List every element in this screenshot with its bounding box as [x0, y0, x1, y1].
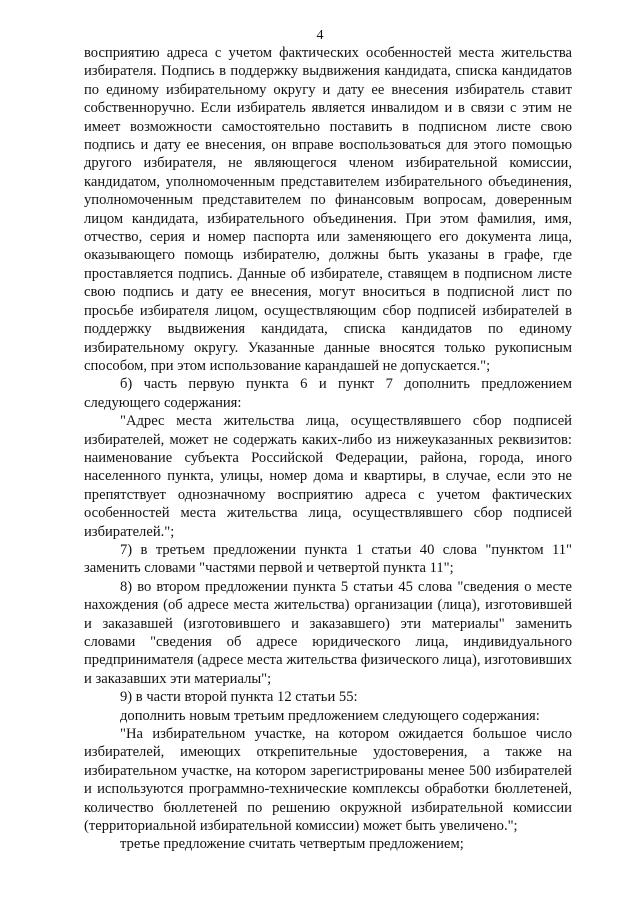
paragraph-add-sentence: дополнить новым третьим предложением следующего содержания:: [120, 707, 540, 724]
document-body: [84, 44, 572, 854]
paragraph-item-b: б) часть первую пункта 6 и пункт 7 дополнить предложением следующего содержания:: [84, 376, 572, 411]
paragraph-item-7: 7) в третьем предложении пункта 1 статьи 40 слова "пунктом 11" заменить словами "частями первой и четвертой пункта 11";: [84, 541, 572, 577]
paragraph-quote-ballots: "На избирательном участке, на котором ожидается большое число избирателей, имеющих открепительные удостоверения, а также на избирательном участке, на котором зарегистрированы менее 500 избирателей и используются программно-технические комплексы обработки бюллетеней, количество бюллетеней по решению окружной избирательной комиссии (территориальной избирательной комиссии) может быть увеличено.";: [84, 726, 572, 835]
paragraph-renumber: третье предложение считать четвертым предложением;: [120, 836, 464, 853]
page-number: 4: [316, 28, 324, 43]
paragraph-item-8: 8) во втором предложении пункта 5 статьи 45 слова "сведения о месте нахождения (об адресе места жительства) организации (лица), изготовившей и заказавшей (изготовившего и заказавшего) эти материалы" заменить словами "сведения об адресе юридического лица, индивидуального предпринимателя (адресе места жительства физического лица), изготовивших и заказавших эти материалы";: [84, 578, 572, 687]
paragraph-item-9: 9) в части второй пункта 12 статьи 55:: [120, 689, 358, 706]
paragraph-quote-address: "Адрес места жительства лица, осуществлявшего сбор подписей избирателей, может не содержать каких-либо из нижеуказанных реквизитов: наименование субъекта Российской Федерации, района, города, иного населенного пункта, улицы, номер дома и квартиры, в случае, если это не препятствует однозначному восприятию адреса с учетом фактических особенностей места жительства лица, осуществлявшего сбор подписей избирателей.";: [84, 413, 572, 540]
paragraph-continuation: восприятию адреса с учетом фактических особенностей места жительства избирателя. Подпись в поддержку выдвижения кандидата, списка кандидатов по единому избирательному округу и дату ее внесения избиратель ставит собственноручно. Если избиратель является инвалидом и в связи с этим не имеет возможности самостоятельно поставить в подписном листе свою подпись и дату ее внесения, он вправе воспользоваться для этого помощью другого избирателя, не являющегося членом избирательной комиссии, кандидатом, уполномоченным представителем избирательного объединения, уполномоченным представителем по финансовым вопросам, доверенным лицом кандидата, избирательного объединения. При этом фамилия, имя, отчество, серия и номер паспорта или заменяющего его документа лица, оказывающего помощь избирателю, должны быть указаны в графе, где проставляется подпись. Данные об избирателе, ставящем в подписном листе свою подпись и дату ее внесения, могут вноситься в подписной лист по просьбе избирателя лицом, осуществляющим сбор подписей избирателей в поддержку выдвижения кандидата, списка кандидатов по единому избирательному округу. Указанные данные вносятся только рукописным способом, при этом использование карандашей не допускается.";: [84, 45, 572, 374]
